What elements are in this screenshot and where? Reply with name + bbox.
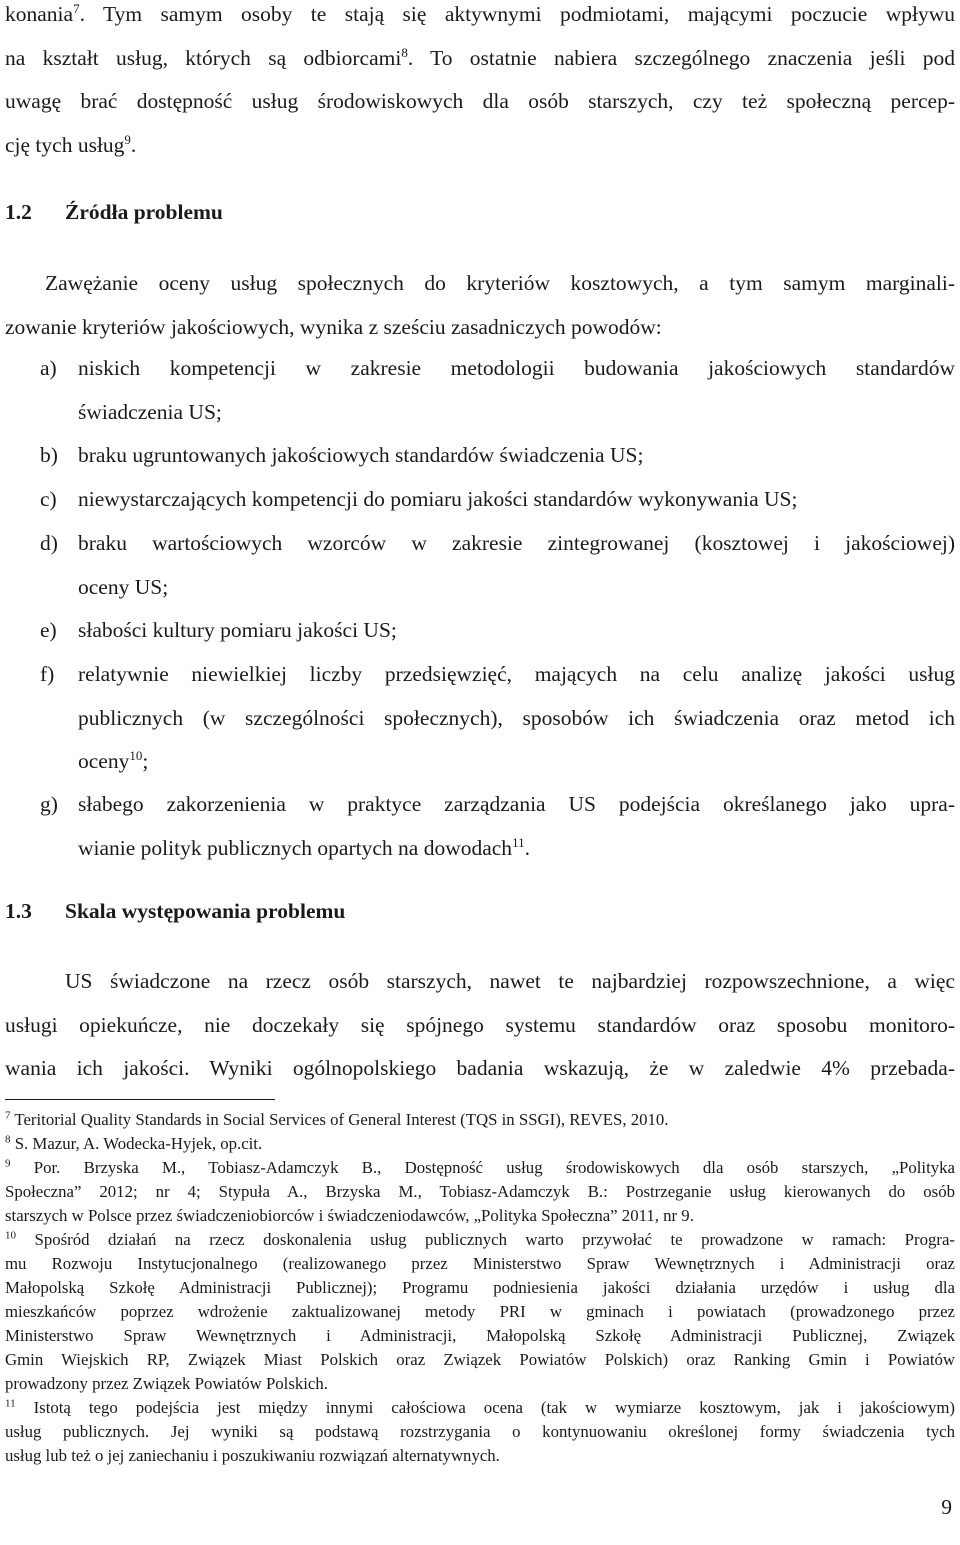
intro-paragraph [5,0,955,167]
footnote-line: usług lub też o jej zaniechaniu i poszukiwaniu rozwiązań alternatywnych. [5,1446,500,1465]
footnote-line: mieszkańców poprzez wdrożenie zaktualizowanej metody PRI w gminach i powiatach (prowadzonego przez [5,1302,955,1321]
list-item-line: oceny$^{10}$; [78,747,149,773]
list-item-line: relatywnie niewielkiej liczby przedsięwzięć, mających na celu analizę jakości usług [78,662,955,686]
list-marker: d) [40,531,58,555]
intro-line: konania$^7$. Tym samym osoby te stają się aktywnymi podmiotami, mającymi poczucie wpływu [5,0,955,26]
section-1-3-paragraph [5,960,955,1091]
list-marker: g) [40,792,58,816]
list-item-line: braku wartościowych wzorców w zakresie zintegrowanej (kosztowej i jakościowej) [78,531,955,555]
list-item-b [40,434,955,478]
section-heading-1-3 [5,899,345,924]
list-item-c [40,478,955,522]
list-item-line: wianie polityk publicznych opartych na dowodach$^{11}$. [78,834,530,860]
section-number: 1.3 [5,899,32,923]
paragraph-line: Zawężanie oceny usług społecznych do kryteriów kosztowych, a tym samym marginali- [45,271,955,295]
intro-line: cję tych usług$^9$. [5,131,137,157]
list-item-line: niskich kompetencji w zakresie metodologii budowania jakościowych standardów [78,356,955,380]
paragraph-line: usługi opiekuńcze, nie doczekały się spójnego systemu standardów oraz sposobu monitoro- [5,1012,955,1037]
footnote-line: $^{10}$ Spośród działań na rzecz doskonalenia usług publicznych warto przywołać te prowadzone w ramach: Progra- [5,1229,955,1249]
footnote-7 [5,1108,955,1132]
footnote-line: $^8$ S. Mazur, A. Wodecka-Hyjek, op.cit. [5,1133,263,1153]
footnote-line: $^9$ Por. Brzyska M., Tobiasz-Adamczyk B., Dostępność usług środowiskowych dla osób starszych, „Polityka [5,1157,955,1177]
footnote-line: mu Rozwoju Instytucjonalnego (realizowanego przez Ministerstwo Spraw Wewnętrznych i Administracji oraz [5,1254,955,1273]
list-marker: a) [40,356,57,380]
footnote-line: Gmin Wiejskich RP, Związek Miast Polskich oraz Związek Powiatów Polskich) oraz Ranking Gmin i Powiatów [5,1350,955,1369]
footnote-8 [5,1132,955,1156]
paragraph-line: wania ich jakości. Wyniki ogólnopolskiego badania wskazują, że w zaledwie 4% przebada- [5,1056,955,1080]
list-marker: c) [40,487,57,511]
section-title: Źródła problemu [65,200,223,224]
intro-line: na kształt usług, których są odbiorcami$^8$. To ostatnie nabiera szczególnego znaczenia jeśli pod [5,44,955,70]
footnote-separator [5,1099,275,1100]
page-number: 9 [941,1495,952,1519]
section-title: Skala występowania problemu [65,899,346,923]
list-marker: f) [40,662,55,686]
list-item-line: braku ugruntowanych jakościowych standardów świadczenia US; [78,443,644,467]
list-item-g [40,783,955,870]
footnote-10 [5,1228,955,1396]
footnotes [5,1108,955,1468]
list-marker: e) [40,618,57,642]
paragraph-line: zowanie kryteriów jakościowych, wynika z sześciu zasadniczych powodów: [5,314,662,339]
section-heading-1-2 [5,200,223,225]
section-number: 1.2 [5,200,32,224]
footnote-line: Ministerstwo Spraw Wewnętrznych i Administracji, Małopolską Szkołę Administracji Publicznej, Związek [5,1326,955,1345]
footnote-line: usług publicznych. Jej wyniki są podstawą rozstrzygania o kontynuowaniu określonej formy świadczenia tych [5,1422,955,1441]
list-item-line: oceny US; [78,574,169,599]
intro-line: uwagę brać dostępność usług środowiskowych dla osób starszych, czy też społeczną percep- [5,89,955,113]
footnote-line: Małopolską Szkołę Administracji Publicznej); Programu podniesienia jakości działania urzędów i usług dla [5,1278,955,1297]
list-item-line: publicznych (w szczególności społecznych), sposobów ich świadczenia oraz metod ich [78,705,955,730]
list-item-line: świadczenia US; [78,399,222,424]
list-item-e [40,609,955,653]
list-item-a [40,347,955,434]
list-item-line: słabego zakorzenienia w praktyce zarządzania US podejścia określanego jako upra- [78,792,955,816]
footnote-11 [5,1396,955,1468]
list-item-line: niewystarczających kompetencji do pomiaru jakości standardów wykonywania US; [78,487,798,511]
list-item-line: słabości kultury pomiaru jakości US; [78,618,397,642]
list-marker: b) [40,443,58,467]
list-item-f [40,653,955,784]
footnote-line: Społeczna” 2012; nr 4; Stypuła A., Brzyska M., Tobiasz-Adamczyk B.: Postrzeganie usług kierowanych do osób [5,1182,955,1201]
footnote-line: $^{11}$ Istotą tego podejścia jest między innymi całościowa ocena (tak w wymiarze kosztowym, jak i jakościowym) [5,1397,955,1417]
footnote-9 [5,1156,955,1228]
list-item-d [40,522,955,609]
footnote-line: prowadzony przez Związek Powiatów Polskich. [5,1374,328,1393]
paragraph-line: US świadczone na rzecz osób starszych, nawet te najbardziej rozpowszechnione, a więc [65,969,955,993]
section-1-2-paragraph [5,262,955,349]
footnote-line: $^7$ Teritorial Quality Standards in Social Services of General Interest (TQS in SSGI), REVES, 2010. [5,1109,669,1129]
footnote-line: starszych w Polsce przez świadczeniobiorców i świadczeniodawców, „Polityka Społeczna” 2011, nr 9. [5,1206,694,1225]
